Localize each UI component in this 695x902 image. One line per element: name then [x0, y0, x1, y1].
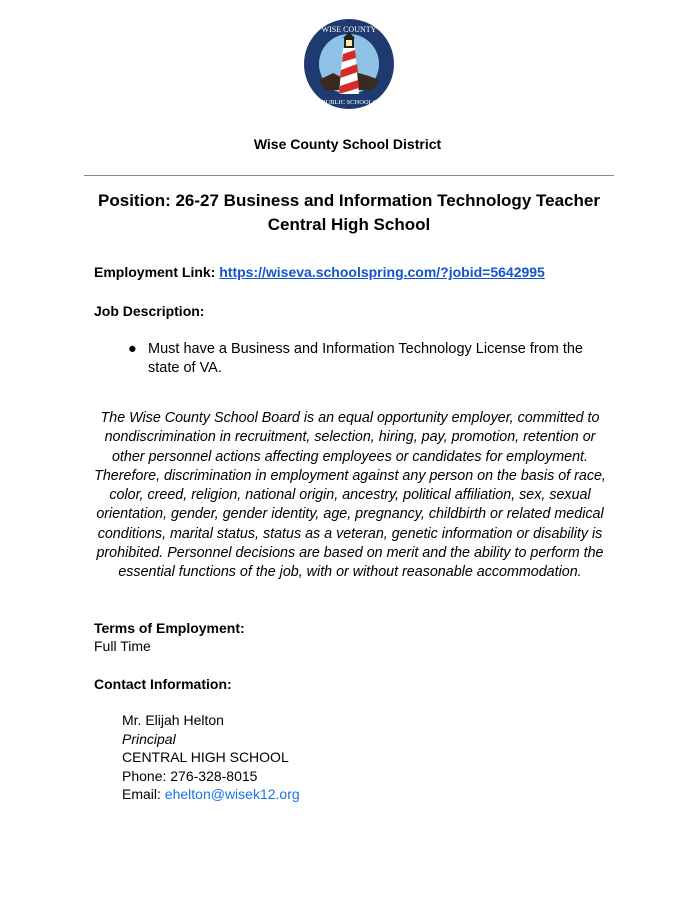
divider: [84, 175, 614, 176]
wise-county-public-schools-logo: [303, 18, 395, 110]
svg-text:PUBLIC SCHOOLS: PUBLIC SCHOOLS: [321, 99, 377, 106]
eeo-statement: The Wise County School Board is an equal opportunity employer, committed to nondiscrimination in recruitment, selection, hiring, pay, promotion, retention or other personnel actions affecting employees or candidates for employment. Therefore, discrimination in employment against any person on the basis of race, color, creed, religion, national origin, ancestry, political affiliation, sex, sexual orientation, gender, gender identity, age, pregnancy, childbirth or related medical conditions, marital status, status as a veteran, genetic information or disability is prohibited. Personnel decisions are based on merit and the ability to perform the essential functions of the job, with or without reasonable accommodation.: [94, 410, 606, 581]
contact-email-row: [122, 785, 300, 804]
contact-block: [122, 711, 300, 804]
bullet-icon: ●: [128, 341, 137, 357]
employment-link-row: [94, 263, 545, 281]
contact-school: CENTRAL HIGH SCHOOL: [122, 749, 289, 765]
district-name: Wise County School District: [253, 136, 442, 152]
contact-role: Principal: [122, 730, 176, 747]
email-link[interactable]: ehelton@wisek12.org: [164, 786, 300, 802]
position-title: [84, 189, 614, 237]
employment-link-label: Employment Link:: [94, 264, 216, 280]
terms-value: Full Time: [94, 638, 151, 654]
contact-phone: Phone: 276-328-8015: [122, 767, 258, 784]
list-item-text: Must have a Business and Information Technology License from the state of VA.: [148, 341, 583, 376]
school-name: Central High School: [267, 215, 431, 234]
position-title-line: Position: 26-27 Business and Information Technology Teacher: [98, 191, 600, 210]
terms-label: Terms of Employment:: [94, 620, 245, 636]
svg-text:WISE COUNTY: WISE COUNTY: [321, 25, 377, 34]
contact-label: Contact Information:: [94, 676, 232, 692]
email-label: Email:: [122, 786, 165, 802]
list-item: [128, 340, 608, 378]
contact-name: Mr. Elijah Helton: [122, 712, 224, 728]
job-description-label: Job Description:: [94, 303, 205, 319]
employment-link[interactable]: https://wiseva.schoolspring.com/?jobid=5642995: [219, 264, 545, 280]
